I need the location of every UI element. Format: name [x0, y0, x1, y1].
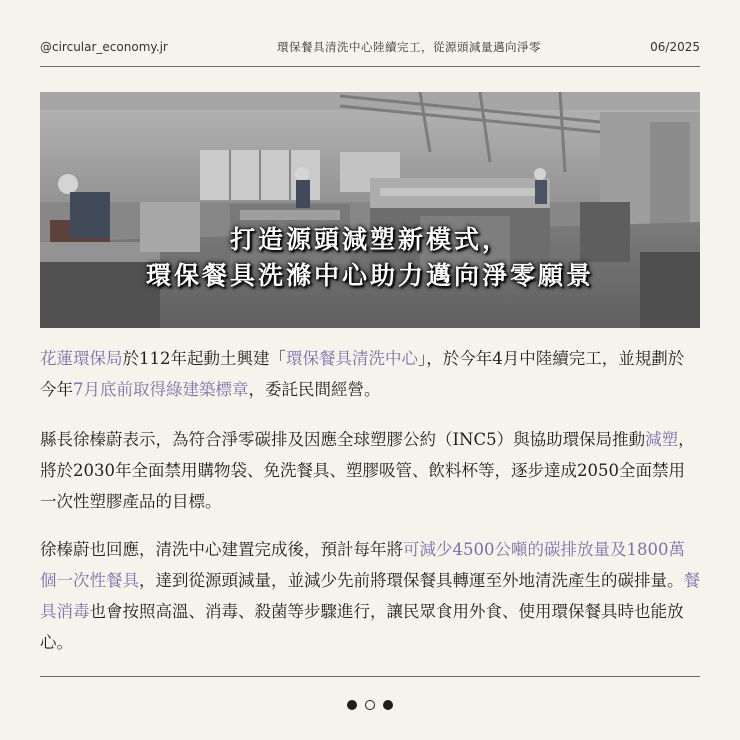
carousel-pagination — [0, 700, 740, 710]
body-text: 」，於今年4月中陸續完工，並規劃於今年 — [40, 349, 685, 399]
highlight-text: 7月底前取得綠建築標章 — [73, 380, 249, 399]
page-dot-1[interactable] — [347, 700, 357, 710]
highlight-text: 可減少4500公噸的碳排放量及1800萬個一次性餐具 — [40, 540, 685, 590]
headline-line-2: 環保餐具洗滌中心助力邁向淨零願景 — [145, 261, 594, 290]
body-text: 也會按照高溫、消毒、殺菌等步驟進行，讓民眾食用外食、使用環保餐具時也能放心。 — [40, 602, 684, 652]
bottom-divider — [40, 676, 700, 677]
highlight-text: 餐具消毒 — [40, 571, 700, 621]
post-date: 06/2025 — [650, 40, 700, 54]
paragraph-1 — [40, 343, 700, 405]
body-text: 於112年起動土興建「 — [122, 349, 286, 368]
headline-line-1: 打造源頭減塑新模式， — [229, 225, 510, 254]
hero-photo — [40, 92, 700, 328]
header — [40, 36, 700, 58]
highlight-text: 環保餐具清洗中心 — [286, 349, 418, 368]
highlight-text: 減塑 — [645, 430, 679, 449]
highlight-text: 花蓮環保局 — [40, 349, 123, 368]
body-text: 徐榛蔚也回應，清洗中心建置完成後，預計每年將 — [40, 540, 403, 559]
hero-headline — [40, 222, 700, 294]
body-text: ，將於2030年全面禁用購物袋、免洗餐具、塑膠吸管、飲料杯等，逐步達成2050全面禁用一次性塑膠產品的目標。 — [40, 430, 695, 511]
body-text: 縣長徐榛蔚表示，為符合淨零碳排及因應全球塑膠公約（INC5）與協助環保局推動 — [40, 430, 646, 449]
body-text: ，委託民間經營。 — [248, 380, 381, 399]
page-dot-3[interactable] — [383, 700, 393, 710]
paragraph-2 — [40, 424, 700, 517]
post-title: 環保餐具清洗中心陸續完工，從源頭減量邁向淨零 — [277, 40, 541, 54]
account-handle: @circular_economy.jr — [40, 40, 168, 54]
page-dot-2-active[interactable] — [365, 700, 375, 710]
paragraph-3 — [40, 534, 700, 658]
top-divider — [40, 66, 700, 67]
body-text: ，達到從源頭減量，並減少先前將環保餐具轉運至外地清洗產生的碳排量。 — [139, 571, 684, 590]
